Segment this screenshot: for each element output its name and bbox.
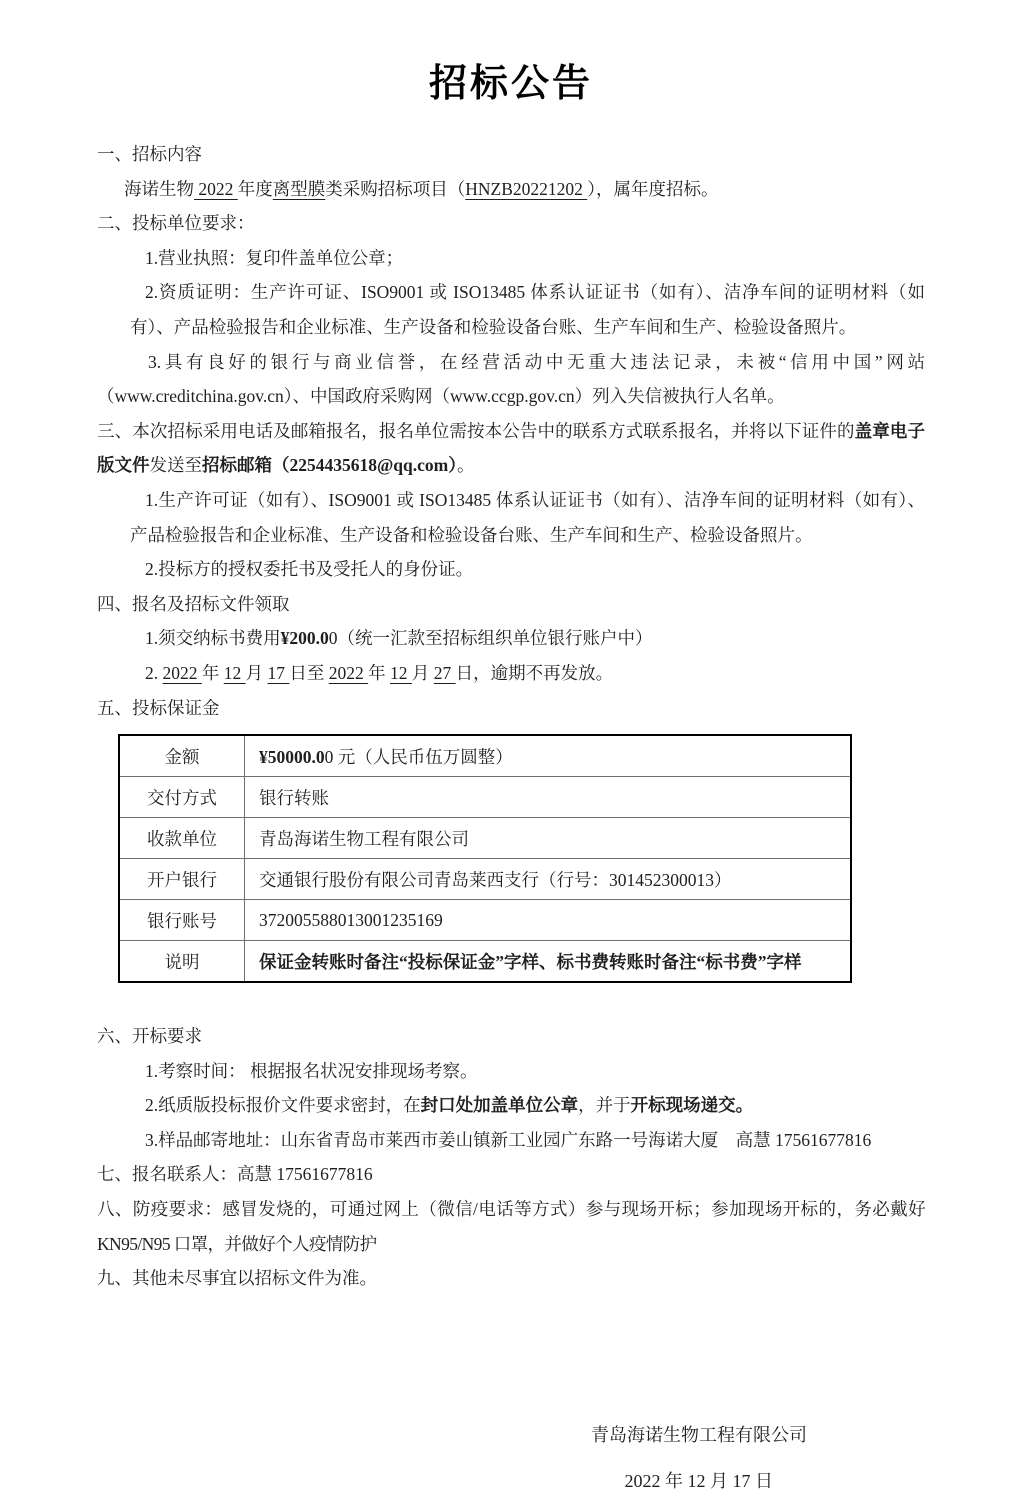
text-run: 月: [411, 662, 434, 683]
text-run: 六、开标要求: [97, 1026, 202, 1047]
text-run: ），属年度招标。: [587, 178, 719, 199]
text-run: 银行转账: [259, 787, 329, 808]
text-run: 3.具有良好的银行与商业信誉，在经营活动中无重大违法记录，未被“信用中国”网站（www.creditchina.gov.cn）、中国政府采购网（www.ccgp.gov.cn）列入失信被执行人名单。: [97, 351, 925, 407]
deposit-row-label: 银行账号: [119, 900, 245, 941]
text-run: 2022: [328, 662, 369, 683]
deposit-row-label: 开户银行: [119, 859, 245, 900]
text-run: 四、报名及招标文件领取: [97, 593, 290, 614]
text-run: 年度: [237, 178, 273, 199]
text-run: 五、投标保证金: [97, 697, 220, 718]
text-run: 2.投标方的授权委托书及受托人的身份证。: [145, 559, 474, 580]
text-run: 2022: [194, 178, 238, 199]
sec6-item3: [97, 1123, 925, 1158]
deposit-table-row: [119, 777, 851, 818]
text-run: 2022: [162, 662, 202, 683]
sec1-body: [97, 172, 925, 207]
document-title: 招标公告: [428, 63, 593, 105]
text-run: 2.资质证明：生产许可证、ISO9001 或 ISO13485 体系认证证书（如有）、洁净车间的证明材料（如有）、产品检验报告和企业标准、生产设备和检验设备台账、生产车间和生产、检验设备照片。: [130, 282, 925, 337]
deposit-row-label: 交付方式: [119, 777, 245, 818]
text-run: 三、本次招标采用电话及邮箱报名，报名单位需按本公告中的联系方式联系报名，并将以下证件的: [97, 420, 855, 441]
deposit-row-label: 说明: [119, 941, 245, 983]
deposit-table-row: [119, 735, 851, 777]
sec6-item1: [97, 1054, 925, 1089]
sec1-heading: [97, 137, 925, 172]
text-run: 封口处加盖单位公章: [420, 1095, 579, 1116]
text-run: 2.纸质版投标报价文件要求密封，在: [145, 1095, 421, 1116]
sec9-heading: [97, 1261, 925, 1296]
text-run: 1.生产许可证（如有）、ISO9001 或 ISO13485 体系认证证书（如有）、洁净车间的证明材料（如有）、产品检验报告和企业标准、生产设备和检验设备台账、生产车间和生产、检验设备照片。: [130, 489, 925, 545]
text-run: 0 元（人民币伍万圆整）: [324, 746, 513, 767]
text-run: 1.营业执照：复印件盖单位公章；: [145, 247, 404, 268]
sec3-item1: [97, 483, 925, 552]
deposit-row-value: [245, 900, 852, 941]
text-run: 离型膜: [272, 178, 326, 199]
text-run: 372005588013001235169: [259, 909, 443, 930]
text-run: 1.须交纳标书费用: [145, 628, 281, 649]
text-run: 类采购招标项目（: [325, 178, 466, 199]
text-run: 。: [456, 455, 475, 476]
deposit-row-value: [245, 818, 852, 859]
sec8-heading: [97, 1192, 925, 1261]
text-run: 3.样品邮寄地址：山东省青岛市莱西市姜山镇新工业园广东路一号海诺大厦 高慧 17561677816: [145, 1129, 872, 1150]
text-run: 2.: [145, 662, 163, 683]
text-run: HNZB20221202: [465, 178, 588, 199]
text-run: ，并于: [578, 1095, 631, 1116]
deposit-row-value: [245, 735, 852, 777]
text-run: 保证金转账时备注“投标保证金”字样、标书费转账时备注“标书费”字样: [259, 951, 802, 972]
document-footer: [97, 1418, 925, 1498]
sec2-item3: [97, 345, 925, 414]
sec4-item2: [97, 656, 925, 691]
text-run: 日，逾期不再发放。: [455, 662, 614, 683]
sec3-item2: [97, 552, 925, 587]
sec6-heading: [97, 1019, 925, 1054]
deposit-table-row: [119, 818, 851, 859]
sec6-item2: [97, 1088, 925, 1123]
text-run: 二、投标单位要求：: [97, 213, 255, 234]
text-run: 海诺生物: [124, 178, 194, 199]
text-run: 青岛海诺生物工程有限公司: [259, 828, 469, 849]
text-run: 交通银行股份有限公司青岛莱西支行（行号：301452300013）: [259, 869, 732, 890]
deposit-table-row: [119, 900, 851, 941]
document-body-bottom: [97, 1019, 925, 1296]
text-run: 0（统一汇款至招标组织单位银行账户中）: [328, 628, 653, 649]
sec3-heading: [97, 414, 925, 483]
sec4-heading: [97, 587, 925, 622]
text-run: 七、报名联系人：高慧 17561677816: [97, 1164, 373, 1185]
deposit-row-label: 金额: [119, 735, 245, 777]
text-run: 开标现场递交。: [630, 1095, 754, 1116]
text-run: 12: [390, 662, 412, 683]
text-run: 17: [267, 662, 290, 683]
deposit-table-row: [119, 941, 851, 983]
footer-company-name: 青岛海诺生物工程有限公司: [591, 1424, 807, 1445]
deposit-row-value: [245, 859, 852, 900]
sec4-item1: [97, 621, 925, 656]
text-run: ¥50000.0: [259, 746, 325, 767]
text-run: 月: [245, 662, 268, 683]
text-run: 九、其他未尽事宜以招标文件为准。: [97, 1268, 377, 1289]
sec2-item2: [97, 275, 925, 344]
footer-date: 2022 年 12 月 17 日: [624, 1470, 773, 1491]
text-run: 盖章电子版文件: [97, 420, 925, 476]
text-run: 27: [433, 662, 456, 683]
deposit-table-row: [119, 859, 851, 900]
text-run: 八、防疫要求：感冒发烧的，可通过网上（微信/电话等方式）参与现场开标；参加现场开标的，务必戴好 KN95/N95 口罩，并做好个人疫情防护: [97, 1199, 925, 1254]
bid-deposit-table: [118, 734, 852, 983]
text-run: 一、招标内容: [97, 144, 202, 164]
document-body-top: [97, 137, 925, 725]
text-run: 发送至: [149, 455, 202, 476]
text-run: 12: [223, 662, 246, 683]
text-run: 年: [201, 662, 224, 683]
deposit-row-label: 收款单位: [119, 818, 245, 859]
text-run: ¥200.0: [280, 628, 329, 649]
sec2-heading: [97, 206, 925, 241]
deposit-row-value: [245, 941, 852, 983]
text-run: 招标邮箱（2254435618@qq.com）: [202, 455, 457, 476]
deposit-row-value: [245, 777, 852, 818]
text-run: 1.考察时间： 根据报名状况安排现场考察。: [145, 1060, 478, 1081]
sec2-item1: [97, 241, 925, 276]
text-run: 日至: [289, 662, 329, 683]
sec7-heading: [97, 1157, 925, 1192]
text-run: 年: [368, 662, 390, 683]
sec5-heading: [97, 691, 925, 726]
